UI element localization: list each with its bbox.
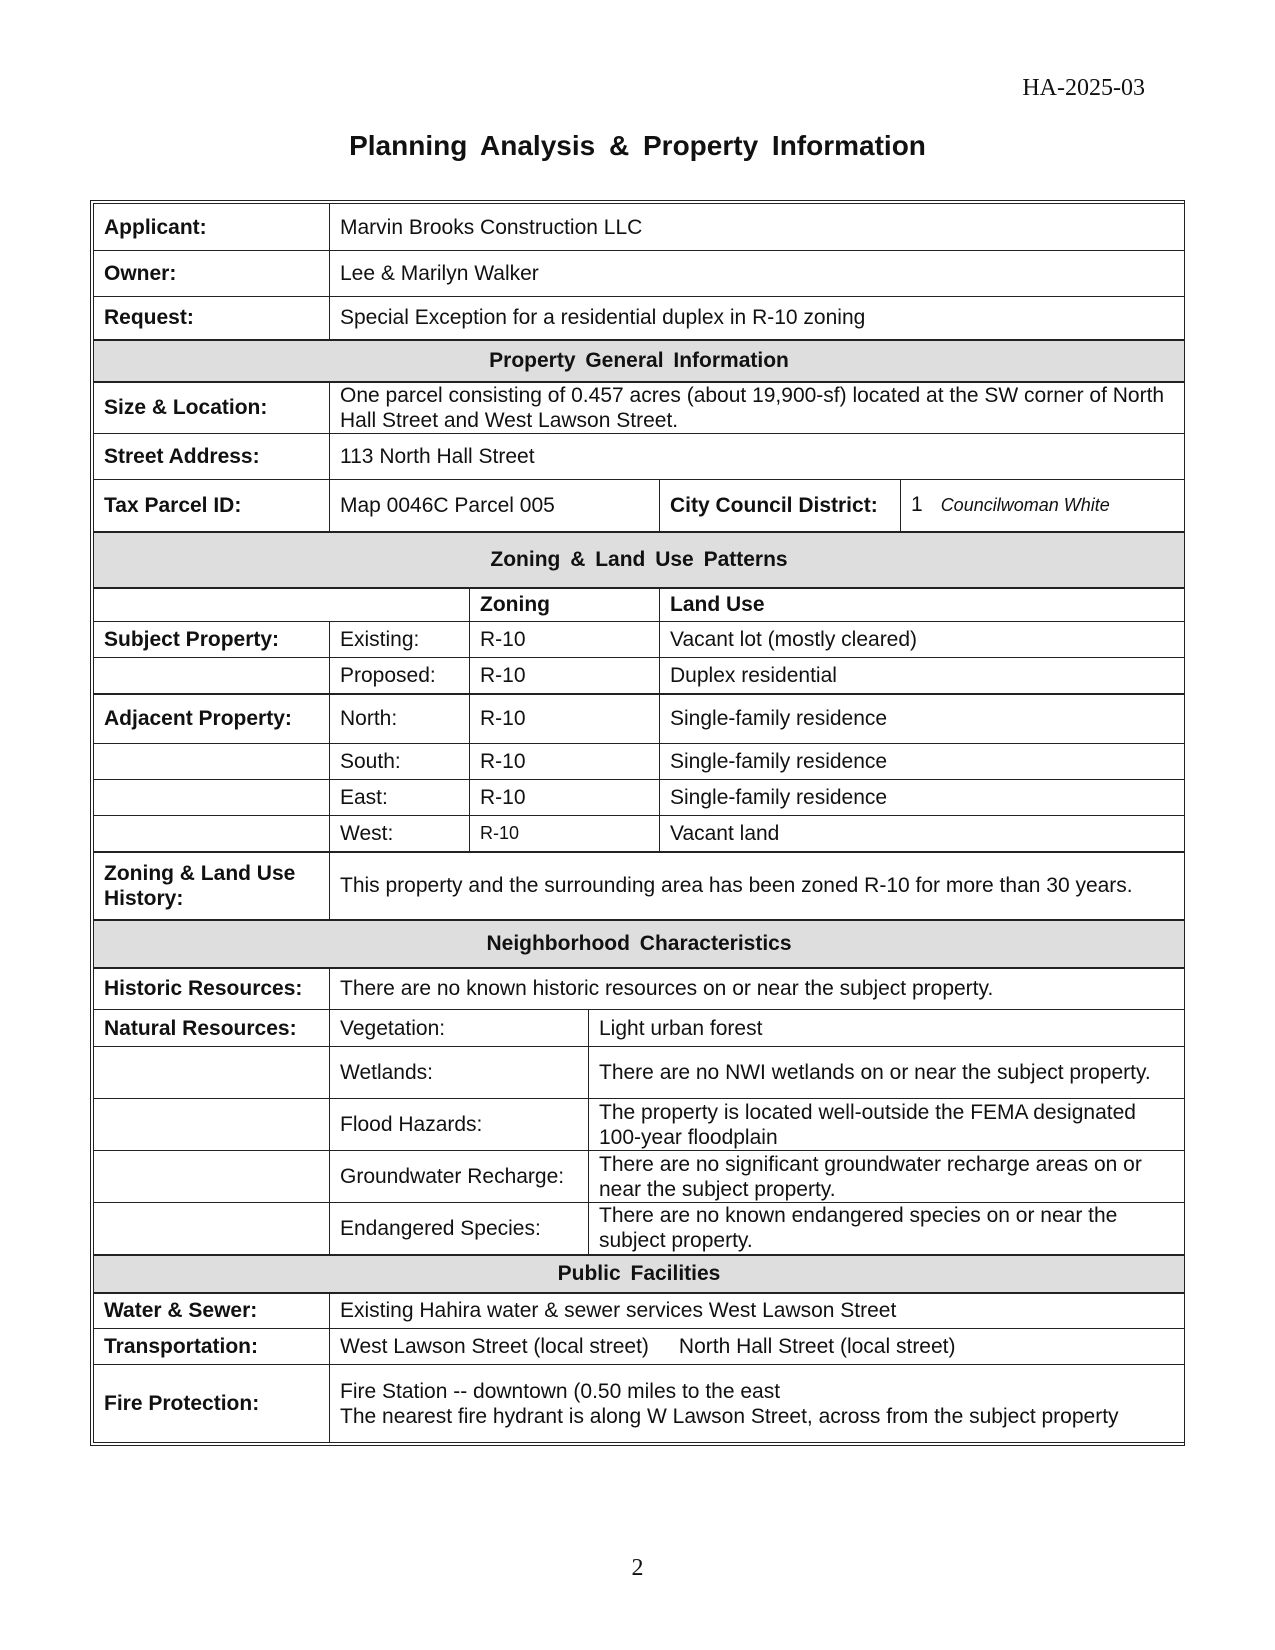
adjacent-direction: North: [330, 694, 470, 744]
owner-label: Owner: [94, 251, 330, 297]
street-address-value: 113 North Hall Street [330, 434, 1185, 480]
natural-value: There are no NWI wetlands on or near the subject property. [589, 1047, 1185, 1099]
owner-value: Lee & Marilyn Walker [330, 251, 1185, 297]
table-row [94, 780, 1185, 816]
adjacent-zoning: R-10 [470, 694, 660, 744]
natural-item: Wetlands: [330, 1047, 589, 1099]
applicant-value: Marvin Brooks Construction LLC [330, 204, 1185, 251]
fire-label: Fire Protection: [94, 1365, 330, 1443]
water-label: Water & Sewer: [94, 1293, 330, 1329]
section-zoning [94, 532, 1185, 588]
transportation-street-1: West Lawson Street (local street) [340, 1335, 649, 1358]
subject-type: Proposed: [330, 658, 470, 694]
tax-parcel-row [94, 480, 1185, 532]
natural-item: Flood Hazards: [330, 1099, 589, 1151]
table-row [94, 1047, 1185, 1099]
tax-parcel-label: Tax Parcel ID: [94, 480, 330, 532]
table-row [94, 658, 1185, 694]
section-general [94, 340, 1185, 382]
council-district-label: City Council District: [660, 480, 901, 532]
owner-row [94, 251, 1185, 297]
historic-label: Historic Resources: [94, 968, 330, 1010]
street-address-row [94, 434, 1185, 480]
natural-item: Groundwater Recharge: [330, 1151, 589, 1203]
table-row [94, 1203, 1185, 1255]
page-number: 2 [631, 1555, 644, 1581]
adjacent-zoning: R-10 [470, 744, 660, 780]
size-location-value: One parcel consisting of 0.457 acres (about 19,900-sf) located at the SW corner of North Hall Street and West Lawson Street. [330, 382, 1185, 434]
natural-value: There are no known endangered species on or near the subject property. [589, 1203, 1185, 1255]
history-value: This property and the surrounding area has been zoned R-10 for more than 30 years. [330, 852, 1185, 920]
applicant-row [94, 204, 1185, 251]
applicant-label: Applicant: [94, 204, 330, 251]
tax-parcel-value: Map 0046C Parcel 005 [330, 480, 660, 532]
natural-value: There are no significant groundwater recharge areas on or near the subject property. [589, 1151, 1185, 1203]
water-value: Existing Hahira water & sewer services West Lawson Street [330, 1293, 1185, 1329]
fire-hydrant-info: The nearest fire hydrant is along W Lawson Street, across from the subject property [340, 1404, 1119, 1428]
adjacent-zoning: R-10 [470, 816, 660, 852]
natural-value: The property is located well-outside the FEMA designated 100-year floodplain [589, 1099, 1185, 1151]
subject-land-use: Duplex residential [660, 658, 1185, 694]
table-row [94, 1151, 1185, 1203]
water-row [94, 1293, 1185, 1329]
natural-item: Endangered Species: [330, 1203, 589, 1255]
natural-resources-label: Natural Resources: [94, 1010, 330, 1047]
natural-item: Vegetation: [330, 1010, 589, 1047]
historic-row [94, 968, 1185, 1010]
transportation-label: Transportation: [94, 1329, 330, 1365]
zoning-header-row [94, 588, 1185, 622]
transportation-row [94, 1329, 1185, 1365]
council-district-number: 1 [911, 493, 923, 517]
section-neighborhood [94, 920, 1185, 968]
section-zoning-heading: Zoning & Land Use Patterns [94, 532, 1185, 588]
adjacent-land-use: Vacant land [660, 816, 1185, 852]
adjacent-direction: East: [330, 780, 470, 816]
request-label: Request: [94, 297, 330, 340]
property-info-table [90, 200, 1185, 1446]
document-id: HA-2025-03 [1022, 75, 1145, 101]
historic-value: There are no known historic resources on or near the subject property. [330, 968, 1185, 1010]
zoning-column-header: Zoning [470, 588, 660, 622]
section-general-heading: Property General Information [94, 340, 1185, 382]
transportation-street-2: North Hall Street (local street) [678, 1335, 956, 1358]
history-label: Zoning & Land Use History: [94, 852, 330, 920]
subject-land-use: Vacant lot (mostly cleared) [660, 622, 1185, 658]
subject-type: Existing: [330, 622, 470, 658]
adjacent-direction: South: [330, 744, 470, 780]
table-row [94, 1010, 1185, 1047]
size-location-row [94, 382, 1185, 434]
adjacent-land-use: Single-family residence [660, 744, 1185, 780]
section-facilities [94, 1255, 1185, 1293]
request-value: Special Exception for a residential duplex in R-10 zoning [330, 297, 1185, 340]
council-district-cell [901, 480, 1185, 532]
table-row [94, 744, 1185, 780]
size-location-label: Size & Location: [94, 382, 330, 434]
table-row [94, 816, 1185, 852]
natural-value: Light urban forest [589, 1010, 1185, 1047]
transportation-cell [330, 1329, 1185, 1365]
fire-cell [330, 1365, 1185, 1443]
fire-row [94, 1365, 1185, 1443]
land-use-column-header: Land Use [660, 588, 1185, 622]
request-row [94, 297, 1185, 340]
adjacent-land-use: Single-family residence [660, 694, 1185, 744]
adjacent-land-use: Single-family residence [660, 780, 1185, 816]
subject-property-label: Subject Property: [94, 622, 330, 658]
page-title: Planning Analysis & Property Information [349, 130, 926, 161]
adjacent-property-label: Adjacent Property: [94, 694, 330, 744]
adjacent-zoning: R-10 [470, 780, 660, 816]
subject-zoning: R-10 [470, 658, 660, 694]
subject-zoning: R-10 [470, 622, 660, 658]
fire-station-info: Fire Station -- downtown (0.50 miles to the east [340, 1379, 781, 1403]
history-row [94, 852, 1185, 920]
adjacent-direction: West: [330, 816, 470, 852]
table-row [94, 622, 1185, 658]
table-row [94, 694, 1185, 744]
section-neighborhood-heading: Neighborhood Characteristics [94, 920, 1185, 968]
council-member: Councilwoman White [940, 495, 1110, 516]
section-facilities-heading: Public Facilities [94, 1255, 1185, 1293]
street-address-label: Street Address: [94, 434, 330, 480]
table-row [94, 1099, 1185, 1151]
